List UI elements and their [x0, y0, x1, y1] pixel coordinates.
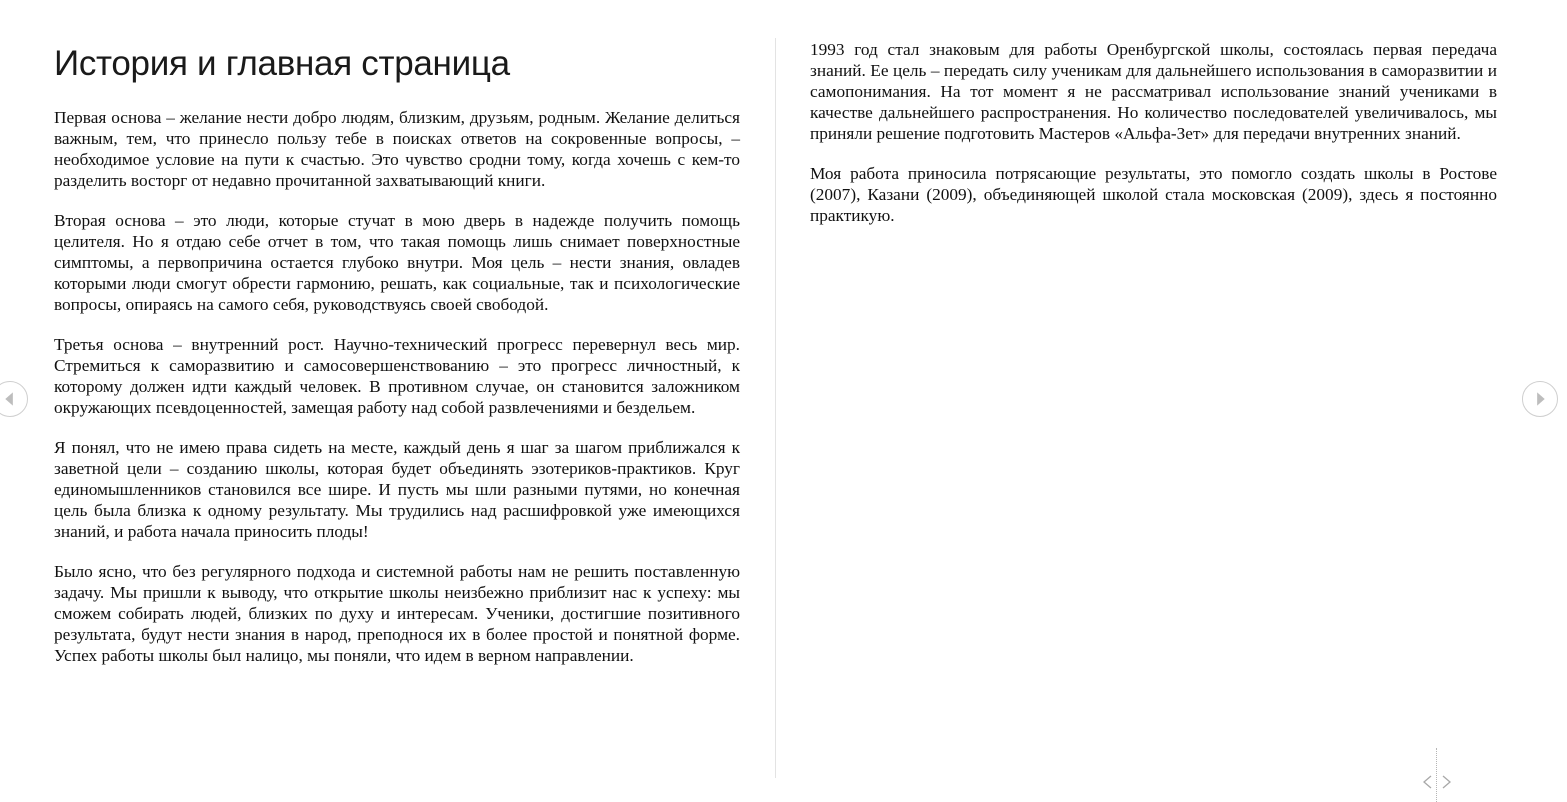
- paragraph: Я понял, что не имею права сидеть на месте, каждый день я шаг за шагом приближался к заветной цели – созданию школы, которая будет объединять эзотериков-практиков. Круг единомышленников становился все шире. И пусть мы шли разными путями, но конечная цель была близка к одному результату. Мы трудились над расшифровкой уже имеющихся знаний, и работа начала приносить плоды!: [54, 438, 740, 541]
- paragraph: Моя работа приносила потрясающие результаты, это помогло создать школы в Ростове (2007), Казани (2009), объединяющей школой стала московская (2009), здесь я постоянно практикую.: [810, 164, 1497, 225]
- page-title: История и главная страница: [54, 44, 510, 83]
- right-text-column: [810, 39, 1497, 245]
- column-divider: [775, 38, 776, 778]
- next-page-button[interactable]: [1522, 381, 1558, 417]
- chevron-left-icon: [0, 382, 27, 416]
- paragraph: Было ясно, что без регулярного подхода и системной работы нам не решить поставленную задачу. Мы пришли к выводу, что открытие школы неизбежно приблизит нас к успеху: мы сможем собирать людей, близких по духу и интересам. Ученики, достигшие позитивного результата, будут нести знания в народ, преподнося их в более простой и понятной форме. Успех работы школы был налицо, мы поняли, что идем в верном направлении.: [54, 562, 740, 665]
- paragraph: 1993 год стал знаковым для работы Оренбургской школы, состоялась первая передача знаний. Ее цель – передать силу ученикам для дальнейшего использования в саморазвитии и самопонимания. На тот момент я не рассматривал использование знаний учениками в качестве дальнейшего распространения. Но количество последователей увеличивалось, мы приняли решение подготовить Мастеров «Альфа-Зет» для передачи внутренних знаний.: [810, 40, 1497, 143]
- left-text-column: [54, 107, 740, 685]
- paragraph: Третья основа – внутренний рост. Научно-технический прогресс перевернул весь мир. Стремиться к саморазвитию и самосовершенствованию – это прогресс личностный, к которому должен идти каждый человек. В противном случае, он становится заложником окружающих псевдоценностей, замещая работу над собой развлечениями и бездельем.: [54, 335, 740, 417]
- paragraph: Первая основа – желание нести добро людям, близким, друзьям, родным. Желание делиться важным, тем, что принесло пользу тебе в поисках ответов на сокровенные вопросы, – необходимое условие на пути к счастью. Это чувство сродни тому, когда хочешь с кем-то разделить восторг от недавно прочитанной захватывающий книги.: [54, 108, 740, 190]
- paragraph: Вторая основа – это люди, которые стучат в мою дверь в надежде получить помощь целителя. Но я отдаю себе отчет в том, что такая помощь лишь снимает поверхностные симптомы, а первопричина остается глубоко внутри. Моя цель – нести знания, овладев которыми люди смогут обрести гармонию, решать, как социальные, так и психологические вопросы, опираясь на самого себя, руководствуясь своей свободой.: [54, 211, 740, 314]
- previous-page-button[interactable]: [0, 381, 28, 417]
- scroll-handle[interactable]: [1422, 748, 1452, 802]
- chevron-right-icon: [1523, 382, 1557, 416]
- scroll-handle-icon: [1422, 774, 1452, 790]
